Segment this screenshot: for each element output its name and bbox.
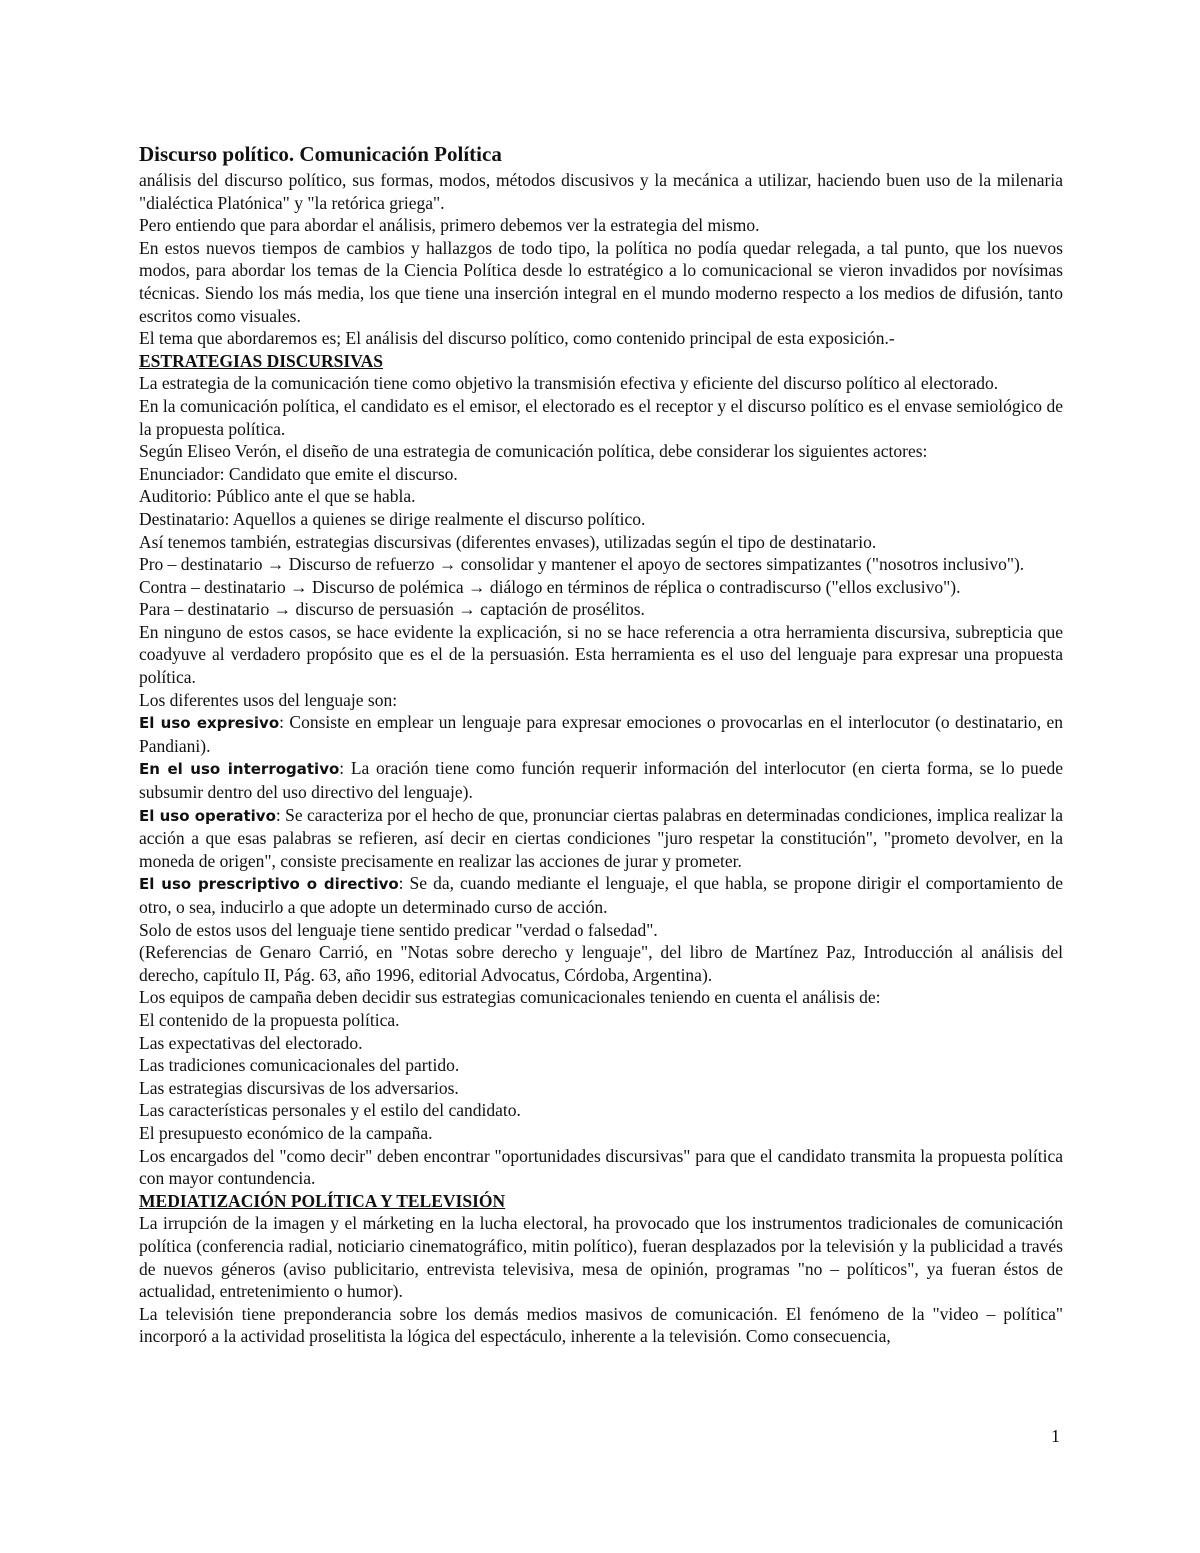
language-use-text: : Se da, cuando mediante el lenguaje, el que habla, se propone dirigir el comportamiento de otro, o sea, inducirlo a que adopte un determinado curso de acción. [139,873,1063,917]
strategies-paragraph: En ninguno de estos casos, se hace evidente la explicación, si no se hace referencia a otra herramienta discursiva, subrepticia que coadyuve al verdadero propósito que es el de la persuasión. Esta herramienta es el uso del lenguaje para expresar una propuesta política. [139,621,1063,688]
language-use-item [139,711,1063,757]
language-use-lead: El uso expresivo [139,714,280,733]
strategies-paragraph: Según Eliseo Verón, el diseño de una estrategia de comunicación política, debe considerar los siguientes actores: [139,441,928,462]
language-use-text: : La oración tiene como función requerir información del interlocutor (en cierta forma, se lo puede subsumir dentro del uso directivo del lenguaje). [139,758,1063,803]
body-paragraph: Los encargados del "como decir" deben encontrar "oportunidades discursivas" para que el candidato transmita la propuesta política con mayor contundencia. [139,1145,1063,1189]
strategies-paragraph: Los diferentes usos del lenguaje son: [139,689,398,710]
body-paragraph: El presupuesto económico de la campaña. [139,1122,433,1143]
strategies-paragraph: Contra – destinatario → Discurso de polémica → diálogo en términos de réplica o contradiscurso ("ellos exclusivo"). [139,576,961,597]
body-paragraph: Las tradiciones comunicacionales del partido. [139,1055,460,1076]
tv-paragraph: La irrupción de la imagen y el márketing en la lucha electoral, ha provocado que los instrumentos tradicionales de comunicación política (conferencia radial, noticiario cinematográfico, mitin político), fueran desplazados por la televisión y la publicidad a través de nuevos géneros (aviso publicitario, entrevista televisiva, mesa de opinión, programas "no – políticos", ya fueran éstos de actualidad, entretenimiento o humor). [139,1213,1063,1302]
language-use-item [139,757,1063,803]
intro-paragraph: El tema que abordaremos es; El análisis del discurso político, como contenido principal de esta exposición.- [139,328,895,349]
strategies-paragraph: Destinatario: Aquellos a quienes se dirige realmente el discurso político. [139,508,646,529]
intro-paragraph: análisis del discurso político, sus formas, modos, métodos discusivos y la mecánica a utilizar, haciendo buen uso de la milenaria "dialéctica Platónica" y "la retórica griega". [139,170,1063,213]
language-use-lead: El uso operativo [139,806,276,825]
language-use-text: : Se caracteriza por el hecho de que, pronunciar ciertas palabras en determinadas condiciones, implica realizar la acción a que esas palabras se refieren, así decir en ciertas condiciones "juro respetar la constitución", "prometo devolver, en la moneda de origen", consiste precisamente en realizar las acciones de jurar y prometer. [139,804,1063,871]
body-paragraph: Los equipos de campaña deben decidir sus estrategias comunicacionales teniendo en cuenta el análisis de: [139,987,881,1008]
body-paragraph: Solo de estos usos del lenguaje tiene sentido predicar "verdad o falsedad". [139,919,658,940]
strategies-paragraph: En la comunicación política, el candidato es el emisor, el electorado es el receptor y el discurso político es el envase semiológico de la propuesta política. [139,395,1063,439]
body-paragraph: El contenido de la propuesta política. [139,1009,400,1030]
language-use-lead: El uso prescriptivo o directivo [139,875,399,894]
intro-paragraph: En estos nuevos tiempos de cambios y hallazgos de todo tipo, la política no podía quedar relegada, a tal punto, que los nuevos modos, para abordar los temas de la Ciencia Política desde lo estratégico a lo comunicacional se vieron invadidos por novísimas técnicas. Siendo los más media, los que tiene una inserción integral en el mundo moderno respecto a los medios de difusión, tanto escritos como visuales. [139,237,1063,326]
intro-paragraph: Pero entiendo que para abordar el análisis, primero debemos ver la estrategia del mismo. [139,215,760,236]
strategies-paragraph: Para – destinatario → discurso de persuasión → captación de prosélitos. [139,599,645,620]
body-paragraph: (Referencias de Genaro Carrió, en "Notas sobre derecho y lenguaje", del libro de Martínez Paz, Introducción al análisis del derecho, capítulo II, Pág. 63, año 1996, editorial Advocatus, Córdoba, Argentina). [139,942,1063,985]
body-paragraph: Las estrategias discursivas de los adversarios. [139,1077,459,1098]
section-heading-strategies: ESTRATEGIAS DISCURSIVAS [139,350,383,371]
body-paragraph: Las expectativas del electorado. [139,1032,363,1053]
language-use-text: : Consiste en emplear un lenguaje para expresar emociones o provocarlas en el interlocutor (o destinatario, en Pandiani). [139,712,1063,756]
language-use-lead: En el uso interrogativo [139,760,340,779]
document-page [139,141,1063,1348]
body-paragraph: Las características personales y el estilo del candidato. [139,1100,521,1121]
section-heading-tv: MEDIATIZACIÓN POLÍTICA Y TELEVISIÓN [139,1190,506,1211]
language-use-item [139,872,1063,918]
strategies-paragraph: Pro – destinatario → Discurso de refuerzo → consolidar y mantener el apoyo de sectores simpatizantes ("nosotros inclusivo"). [139,554,1025,575]
strategies-paragraph: Enunciador: Candidato que emite el discurso. [139,463,458,484]
page-number: 1 [1051,1426,1060,1446]
tv-paragraph: La televisión tiene preponderancia sobre los demás medios masivos de comunicación. El fenómeno de la "video – política" incorporó a la actividad proselitista la lógica del espectáculo, inherente a la televisión. Como consecuencia, [139,1303,1063,1347]
language-use-item [139,804,1063,873]
strategies-paragraph: La estrategia de la comunicación tiene como objetivo la transmisión efectiva y eficiente del discurso político al electorado. [139,373,999,394]
strategies-paragraph: Auditorio: Público ante el que se habla. [139,486,416,507]
document-title: Discurso político. Comunicación Política [139,142,502,166]
strategies-paragraph: Así tenemos también, estrategias discursivas (diferentes envases), utilizadas según el tipo de destinatario. [139,531,877,552]
